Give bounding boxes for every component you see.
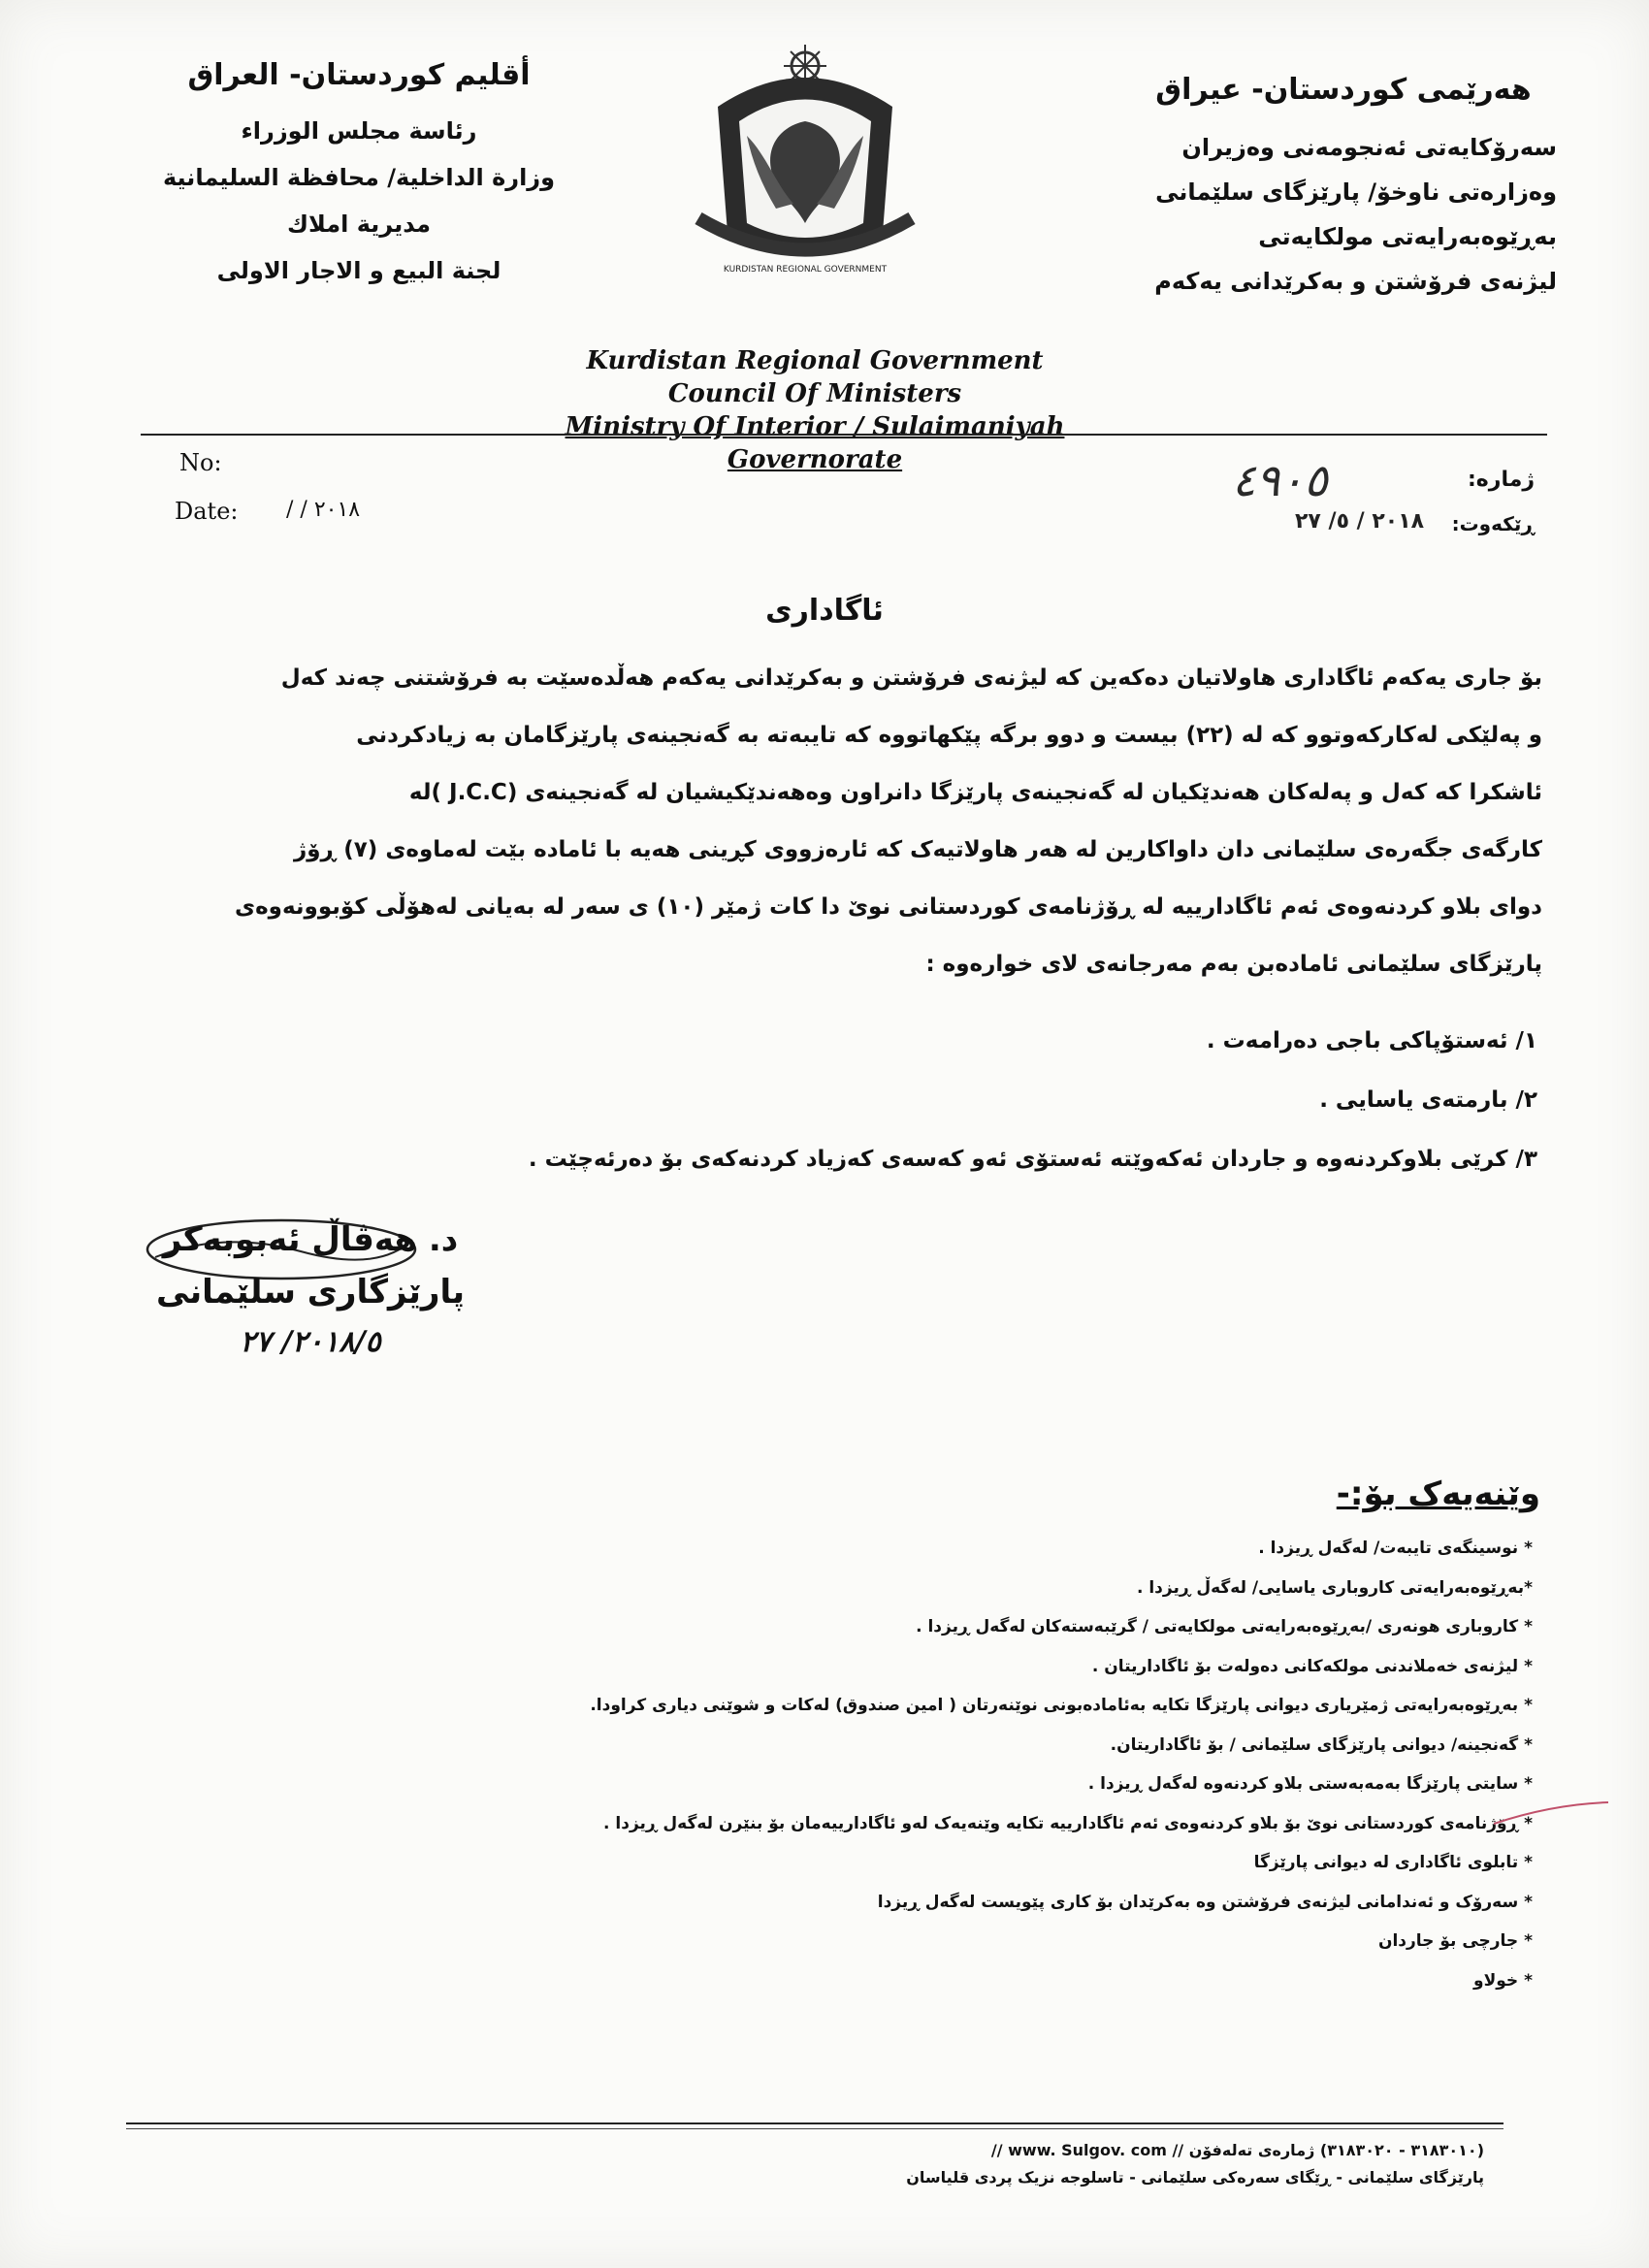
reference-date-value: / / ٢٠١٨ <box>286 498 361 522</box>
footer-divider <box>126 2122 1504 2124</box>
cc-item: * لیژنەی خەملاندنی مولکەکانی دەولەت بۆ ئاگاداریتان . <box>1091 1656 1533 1676</box>
cc-item: *بەڕێوەبەرایەتی کاروباری یاسایی/ لەگەڵ ڕیزدا . <box>1136 1577 1533 1598</box>
reference-date-label: Date: <box>175 498 239 525</box>
english-header <box>543 344 1086 476</box>
body-line: دوای بلاو کردنەوەی ئەم ئاگادارییە لە ڕۆژنامەی کوردستانی نوێ دا کات ژمێر (١٠) ی سەر لە بەیانی لەهۆڵی کۆبوونەوەی <box>235 894 1542 920</box>
arabic-header-ministry: وزارة الداخلية/ محافظة السليمانية <box>162 164 556 191</box>
header-divider <box>141 434 1547 436</box>
signatory-title: پارێزگاری سلێمانی <box>155 1273 466 1312</box>
cc-item: * سەرۆک و ئەندامانی لیژنەی فرۆشتن وە بەکرێدان بۆ کاری پێویست لەگەل ڕیزدا <box>877 1892 1533 1912</box>
body-line: کارگەی جگەرەی سلێمانی دان داواکارین لە هەر هاولاتیەک کە ئارەزووی کڕینی هەیە با ئامادە بێت لەماوەی (٧) ڕۆژ <box>294 837 1542 862</box>
kurdish-header-region: هەرێمی کوردستان- عیراق <box>1155 73 1532 107</box>
kurdish-header <box>1091 73 1557 312</box>
handwritten-date: ٢٠١٨ / ٥/ ٢٧ <box>1295 509 1425 534</box>
cc-title: وێنەیەک بۆ:- <box>1336 1474 1540 1513</box>
notice-body <box>146 650 1542 993</box>
body-line: پارێزگای سلێمانی ئامادەبن بەم مەرجانەی لای خوارەوە : <box>925 952 1542 977</box>
condition-item: ٢/ بارمتەی یاسایی . <box>1319 1087 1537 1113</box>
kurdish-date-label: ڕێکەوت: <box>1451 512 1535 535</box>
cc-item: * تابلوی ئاگاداری لە دیوانی پارێزگا <box>1253 1853 1533 1872</box>
body-line: بۆ جاری یەکەم ئاگاداری هاولاتیان دەکەین کە لیژنەی فرۆشتن و بەکرێدانی یەکەم هەڵدەسێت بە فرۆشتنی چەند کەل <box>280 665 1542 691</box>
kurdish-header-ministry: وەزارەتی ناوخۆ/ پارێزگای سلێمانی <box>1155 178 1557 206</box>
arabic-header-directorate: مديرية املاك <box>287 211 431 238</box>
handwritten-number: ٤٩٠٥ <box>1232 454 1328 506</box>
conditions-list <box>276 1026 1537 1204</box>
english-header-ministry: Ministry Of Interior / Sulaimaniyah Governorate <box>565 412 1065 474</box>
pen-stroke-icon <box>1494 1795 1610 1833</box>
cc-item: * خولاو <box>1473 1970 1533 1991</box>
arabic-header-region: أقليم كوردستان- العراق <box>187 58 531 92</box>
arabic-header <box>146 58 572 304</box>
kurdish-header-directorate: بەڕێوەبەرایەتی مولکایەتی <box>1258 223 1557 250</box>
svg-text:KURDISTAN REGIONAL GOVERNMENT: KURDISTAN REGIONAL GOVERNMENT <box>723 265 888 275</box>
cc-item: * سایتی پارێزگا بەمەبەستی بلاو کردنەوە لەگەل ڕیزدا . <box>1087 1774 1533 1794</box>
cc-item: * گەنجینە/ دیوانی پارێزگای سلێمانی / بۆ ئاگاداریتان. <box>1110 1734 1533 1755</box>
arabic-header-committee: لجنة البيع و الاجار الاولى <box>216 257 501 284</box>
kurdish-header-committee: لیژنەی فرۆشتن و بەکرێدانی یەکەم <box>1154 268 1557 295</box>
english-header-government: Kurdistan Regional Government <box>586 346 1044 375</box>
kurdish-header-council: سەرۆکایەتی ئەنجومەنی وەزیران <box>1181 134 1557 161</box>
cc-item: * کاروباری هونەری /بەڕێوەبەرایەتی مولکایەتی / گرێبەستەکان لەگەل ڕیزدا . <box>916 1617 1533 1636</box>
body-line: ئاشکرا کە کەل و پەلەکان هەندێکیان لە گەنجینەی پارێزگا دانراون وەهەندێکیشیان لە گەنجینەی (J.C.C )لە <box>408 780 1542 805</box>
cc-item: * ڕۆژنامەی کوردستانی نوێ بۆ بلاو کردنەوەی ئەم ئاگادارییە تکایە وێنەیەک لەو ئاگادارییەمان بۆ بنێرن لەگەل ڕیزدا . <box>603 1813 1533 1833</box>
cc-item: * بەڕێوەبەرایەتی ژمێریاری دیوانی پارێزگا تکایە بەئامادەبونی نوێنەرتان ( امین صندوق) لەکات و شوێنی دیاری کراودا. <box>590 1696 1533 1715</box>
notice-title: ئاگاداری <box>765 594 884 628</box>
condition-item: ٣/ کرێی بلاوکردنەوە و جاردان ئەکەوێتە ئەستۆی ئەو کەسەی کەزیاد کردنەکەی بۆ دەرئەچێت . <box>528 1147 1537 1172</box>
english-header-council: Council Of Ministers <box>667 379 962 408</box>
cc-item: * نوسینگەی تایبەت/ لەگەل ڕیزدا . <box>1258 1539 1533 1558</box>
condition-item: ١/ ئەستۆپاکی باجی دەرامەت . <box>1206 1028 1537 1053</box>
footer <box>146 2140 1484 2194</box>
kurdish-no-label: ژمارە: <box>1468 468 1535 492</box>
reference-no-label: No: <box>179 449 222 476</box>
signature-date: ٢٠١٨/٥/ ٢٧ <box>240 1325 381 1359</box>
footer-divider-thin <box>126 2128 1504 2129</box>
footer-address: پارێزگای سلێمانی - ڕێگای سەرەکی سلێمانی - تاسلوجە نزیک پردی قلیاسان <box>906 2168 1484 2187</box>
footer-contact: (٣١٨٣٠١٠ - ٣١٨٣٠٢٠) ژمارەی تەلەفۆن // www. Sulgov. com // <box>990 2141 1484 2159</box>
body-line: و پەلێکی لەکارکەوتوو کە لە (٢٢) بیست و دوو برگە پێکهاتووە کە تایبەتە بە گەنجینەی پارێزگامان بە زیادکردنی <box>356 723 1542 748</box>
signature-block <box>126 1220 495 1359</box>
krg-emblem-icon <box>679 39 931 291</box>
signatory-name: د. هەڤاڵ ئەبوبەکر <box>162 1220 459 1259</box>
arabic-header-council: رئاسة مجلس الوزراء <box>241 117 477 145</box>
cc-item: * جارچی بۆ جاردان <box>1377 1931 1533 1951</box>
cc-list <box>349 1538 1533 2009</box>
